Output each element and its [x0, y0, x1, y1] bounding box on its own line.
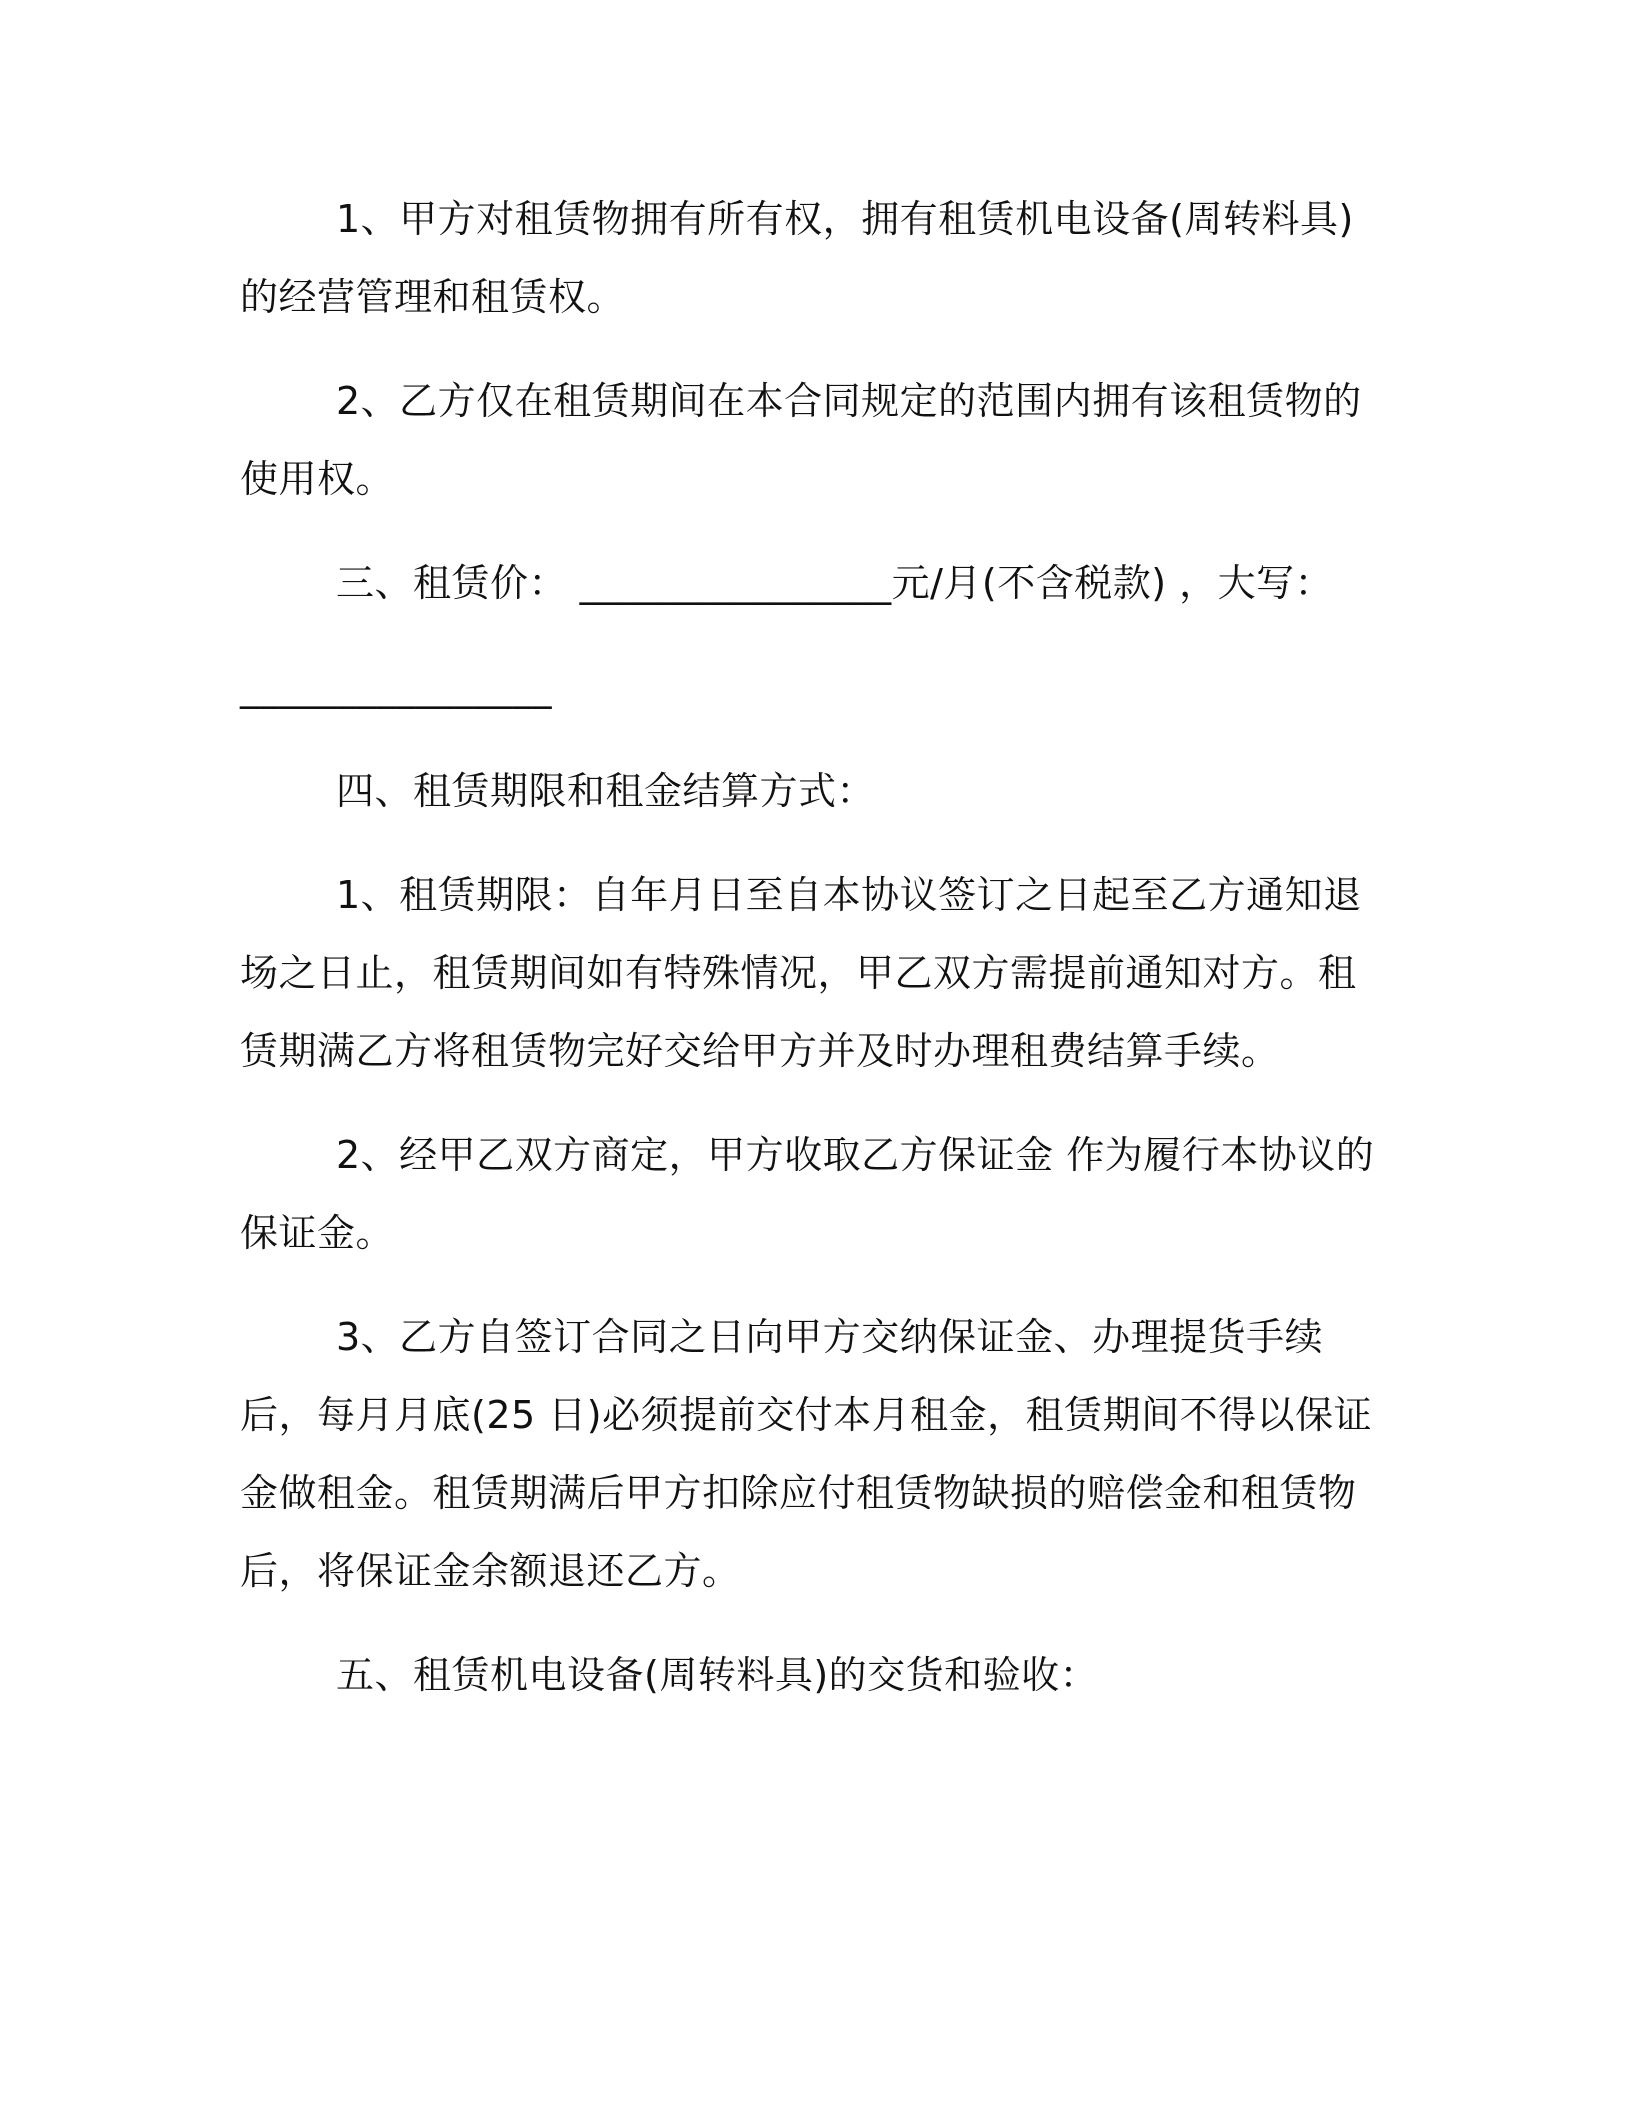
- paragraph-usage-right: 2、乙方仅在租赁期间在本合同规定的范围内拥有该租赁物的使用权。: [240, 379, 1362, 501]
- paragraph-rental-price: 三、租赁价： ________________元/月(不含税款) ，大写：: [336, 561, 1334, 605]
- paragraph-rental-term: 1、租赁期限：自年月日至自本协议签订之日起至乙方通知退场之日止，租赁期间如有特殊情况，甲乙双方需提前通知对方。租赁期满乙方将租赁物完好交给甲方并及时办理租费结算手续。: [240, 873, 1362, 1073]
- section-heading-term-settlement: 四、租赁期限和租金结算方式：: [336, 769, 876, 813]
- paragraph-payment: 3、乙方自签订合同之日向甲方交纳保证金、办理提货手续后，每月月底(25 日)必须提前交付本月租金，租赁期间不得以保证金做租金。租赁期满后甲方扣除应付租赁物缺损的赔偿金和租赁物后，将保证金余额退还乙方。: [240, 1315, 1373, 1593]
- paragraph-rental-price-blank: ________________: [240, 665, 552, 709]
- paragraph-deposit: 2、经甲乙双方商定，甲方收取乙方保证金 作为履行本协议的保证金。: [240, 1133, 1375, 1255]
- paragraph-ownership: 1、甲方对租赁物拥有所有权，拥有租赁机电设备(周转料具)的经营管理和租赁权。: [240, 197, 1354, 319]
- section-heading-delivery: 五、租赁机电设备(周转料具)的交货和验收：: [336, 1653, 1099, 1697]
- document-page: [240, 180, 1390, 1740]
